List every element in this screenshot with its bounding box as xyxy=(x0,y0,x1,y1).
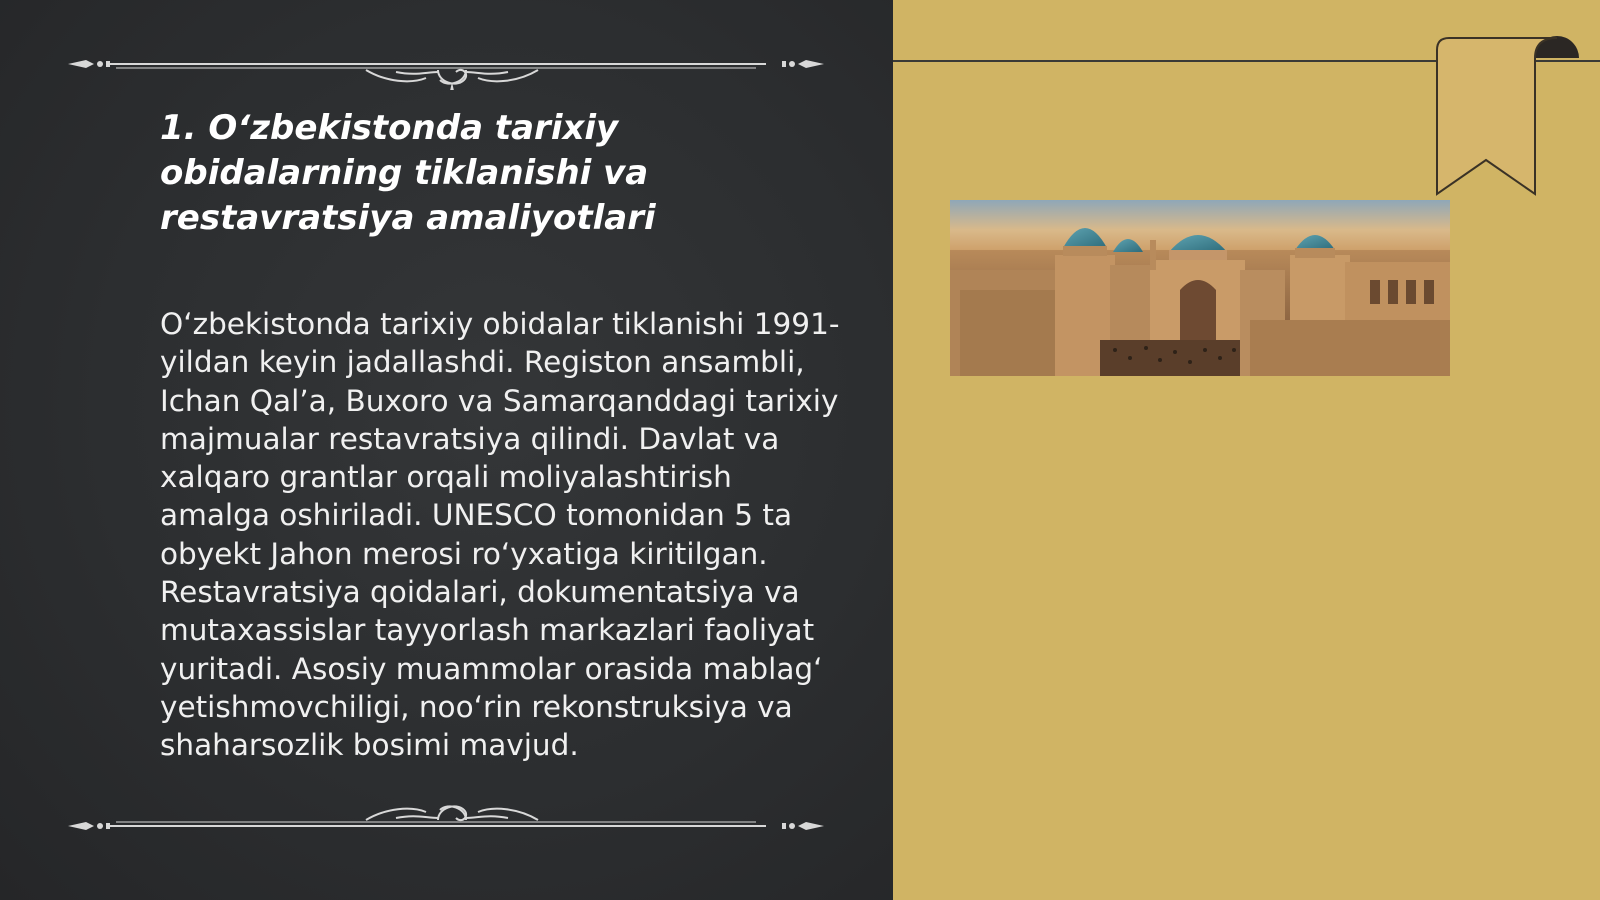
slide-title: 1. O‘zbekistonda tarixiy obidalarning tiklanishi va restavratsiya amaliyotlari xyxy=(160,108,656,238)
top-ornament-divider xyxy=(66,42,826,90)
bottom-ornament-divider xyxy=(66,800,826,848)
ribbon-bookmark-icon xyxy=(1435,36,1600,198)
slide-body-text: O‘zbekistonda tarixiy obidalar tiklanishi 1991-yildan keyin jadallashdi. Registon ansambli, Ichan Qal’a, Buxoro va Samarqanddagi tarixiy majmualar restavratsiya qilindi. Davlat va xalqaro grantlar orqali moliyalashtirish amalga oshiriladi. UNESCO tomonidan 5 ta obyekt Jahon merosi ro‘yxatiga kiritilgan. Restavratsiya qoidalari, dokumentatsiya va mutaxassislar tayyorlash markazlari faoliyat yuritadi. Asosiy muammolar orasida mablag‘ yetishmovchiligi, noo‘rin rekonstruksiya va shaharsozlik bosimi mavjud. xyxy=(160,307,840,763)
historic-city-photo xyxy=(950,200,1450,376)
